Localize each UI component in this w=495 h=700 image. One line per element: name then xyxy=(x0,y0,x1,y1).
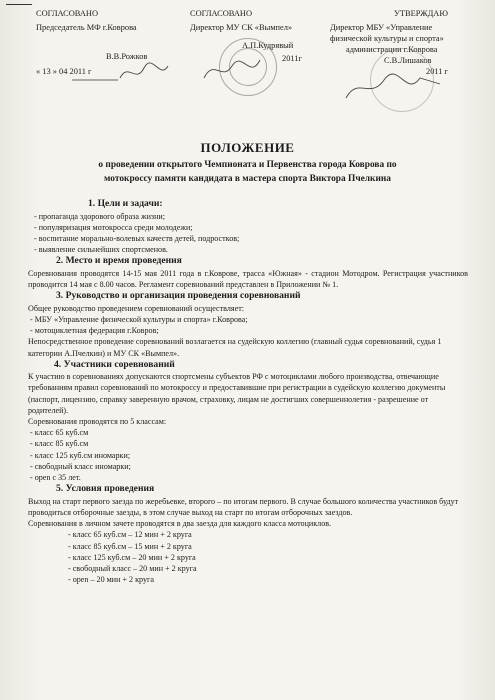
section-3-heading: 3. Руководство и организация проведения соревнований xyxy=(56,290,301,302)
approval-left-date: « 13 » 04 2011 г xyxy=(36,67,92,76)
list-item: - класс 125 куб.см – 20 мин + 2 круга xyxy=(68,552,196,562)
approval-left-signature: В.В.Рожков xyxy=(106,52,148,61)
section-4-heading: 4. Участники соревнований xyxy=(54,358,175,370)
approval-middle-date: 2011г xyxy=(282,54,302,63)
approval-middle-position: Директор МУ СК «Вымпел» xyxy=(190,23,293,32)
list-item: - класс 85 куб.см – 15 мин + 2 круга xyxy=(68,541,192,551)
list-item: - популяризация мотокросса среди молодежи; xyxy=(34,222,193,232)
list-item: - воспитание морально-волевых качеств детей, подростков; xyxy=(34,233,240,243)
approval-right-position-3: администрации г.Коврова xyxy=(346,45,438,54)
section-5-races-intro: Соревнования в личном зачете проводятся в два заезда для каждого класса мотоциклов. xyxy=(28,519,332,529)
approval-right-date: 2011 г xyxy=(426,67,448,76)
list-item: - свободный класс иномарки; xyxy=(30,461,131,471)
list-item: - свободный класс – 20 мин + 2 круга xyxy=(68,563,197,573)
list-item: - open с 35 лет. xyxy=(30,473,81,483)
section-4-classes-intro: Соревнования проводятся по 5 классам: xyxy=(28,417,167,427)
list-item: - open – 20 мин + 2 круга xyxy=(68,575,154,585)
section-1-heading: 1. Цели и задачи: xyxy=(88,198,163,209)
approval-right-position-1: Директор МБУ «Управление xyxy=(330,23,433,32)
section-5-text: Выход на старт первого заезда по жеребьевке, второго – по итогам первого. В случае большого количества участников будут проводиться отборочные заезды, в этом случае выход на старт по итогам отборочных заездов. xyxy=(28,496,459,517)
corner-mark xyxy=(6,4,32,5)
approval-block xyxy=(0,8,495,113)
section-3-text: Непосредственное проведение соревнований возлагается на судейскую коллегию (главный судья соревнований, судья 1 категории А.Пчелкин) и МУ СК «Вымпел». xyxy=(28,337,442,358)
section-3-line: - мотоциклетная федерация г.Ковров; xyxy=(30,326,159,336)
signature-scribble-middle xyxy=(200,54,290,84)
title-sub-1: о проведении открытого Чемпионата и Первенства города Коврова по xyxy=(98,160,397,170)
section-3-line: Общее руководство проведением соревнований осуществляет: xyxy=(28,303,245,313)
approval-middle-signature: А.П.Кудрявый xyxy=(242,41,294,50)
approval-right-position-2: физической культуры и спорта» xyxy=(330,34,444,43)
section-4-text: К участию в соревнованиях допускаются спортсмены субъектов РФ с мотоциклами любого производства, отвечающие требованиям правил соревнований по мотокроссу и предоставившие при регистрации в судейскую коллегию документы (паспорт, лицензию, справку заверенную врачом, страховку, лицам не достигших совершеннолетия - разрешение от родителей). xyxy=(28,372,446,415)
list-item: - класс 65 куб.см xyxy=(30,428,89,438)
section-5-heading: 5. Условия проведения xyxy=(56,483,155,495)
list-item: - выявление сильнейших спортсменов. xyxy=(34,245,168,255)
approval-middle-heading: СОГЛАСОВАНО xyxy=(190,9,252,18)
title-sub-2: мотокроссу памяти кандидата в мастера спорта Виктора Пчелкина xyxy=(104,174,391,184)
title-main: ПОЛОЖЕНИЕ xyxy=(200,140,295,155)
approval-left-position: Председатель МФ г.Коврова xyxy=(36,23,137,32)
section-2-heading: 2. Место и время проведения xyxy=(56,255,182,267)
approval-right-signature: С.В.Лишаков xyxy=(384,56,432,65)
approval-right-heading: УТВЕРЖДАЮ xyxy=(393,9,448,18)
list-item: - класс 65 куб.см – 12 мин + 2 круга xyxy=(68,530,192,540)
approval-left-heading: СОГЛАСОВАНО xyxy=(36,9,98,18)
list-item: - класс 85 куб.см xyxy=(30,439,89,449)
signature-scribble-left xyxy=(70,58,190,88)
signature-scribble-right xyxy=(340,70,450,104)
list-item: - пропаганда здорового образа жизни; xyxy=(34,211,166,221)
document-body xyxy=(28,198,468,585)
document-title xyxy=(0,140,495,186)
section-3-line: - МБУ «Управление физической культуры и спорта» г.Коврова; xyxy=(30,314,248,324)
section-2-text: Соревнования проводятся 14-15 мая 2011 года в г.Коврове, трасса «Южная» - стадион Мотодром. Регистрация участников проводится 14 мая с 8.00 часов. Регламент соревнований представлен в Приложении № 1. xyxy=(28,268,468,290)
list-item: - класс 125 куб.см иномарки; xyxy=(30,450,131,460)
